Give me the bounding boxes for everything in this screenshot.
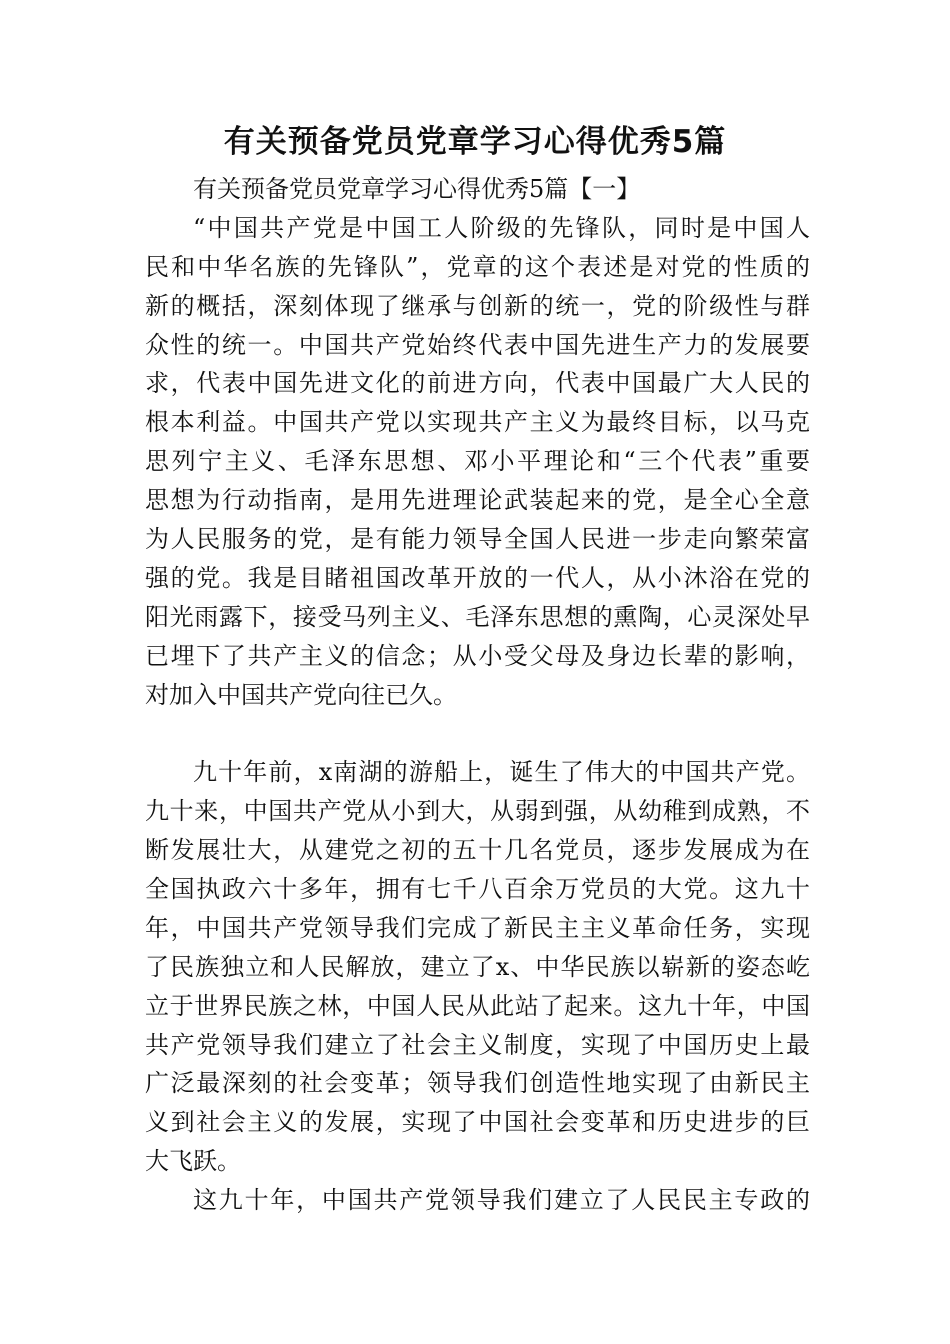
paragraph-line: 这九十年，中国共产党领导我们建立了人民民主专政的 bbox=[193, 1186, 810, 1215]
paragraph-line: 为人民服务的党，是有能力领导全国人民进一步走向繁荣富 bbox=[145, 525, 810, 554]
paragraph-line: 已埋下了共产主义的信念；从小受父母及身边长辈的影响， bbox=[145, 641, 810, 670]
paragraph-line: 广泛最深刻的社会变革；领导我们创造性地实现了由新民主 bbox=[145, 1069, 810, 1098]
paragraph-line: 断发展壮大，从建党之初的五十几名党员，逐步发展成为在 bbox=[145, 836, 810, 865]
paragraph-line: 立于世界民族之林，中国人民从此站了起来。这九十年，中国 bbox=[145, 991, 810, 1020]
paragraph-line: 阳光雨露下，接受马列主义、毛泽东思想的熏陶，心灵深处早 bbox=[145, 602, 810, 631]
paragraph-line: 求，代表中国先进文化的前进方向，代表中国最广大人民的 bbox=[145, 369, 810, 398]
paragraph-line: “中国共产党是中国工人阶级的先锋队，同时是中国人 bbox=[193, 213, 810, 242]
paragraph-line: 强的党。我是目睹祖国改革开放的一代人，从小沐浴在党的 bbox=[145, 563, 810, 592]
paragraph-line: 民和中华名族的先锋队”，党章的这个表述是对党的性质的 bbox=[145, 252, 810, 281]
paragraph-line: 思列宁主义、毛泽东思想、邓小平理论和“三个代表”重要 bbox=[145, 447, 810, 476]
paragraph-line: 新的概括，深刻体现了继承与创新的统一，党的阶级性与群 bbox=[145, 291, 810, 320]
paragraph-gap bbox=[145, 714, 810, 753]
paragraph-line: 根本利益。中国共产党以实现共产主义为最终目标，以马克 bbox=[145, 408, 810, 437]
paragraph-line: 九十年前，x南湖的游船上，诞生了伟大的中国共产党。 bbox=[193, 758, 810, 787]
paragraph-line: 了民族独立和人民解放，建立了x、中华民族以崭新的姿态屹 bbox=[145, 952, 810, 981]
paragraph-line: 大飞跃。 bbox=[145, 1147, 241, 1176]
document-body bbox=[145, 170, 810, 1220]
paragraph-line: 众性的统一。中国共产党始终代表中国先进生产力的发展要 bbox=[145, 330, 810, 359]
paragraph-line: 思想为行动指南，是用先进理论武装起来的党，是全心全意 bbox=[145, 486, 810, 515]
paragraph-line: 全国执政六十多年，拥有七千八百余万党员的大党。这九十 bbox=[145, 875, 810, 904]
paragraph-line: 共产党领导我们建立了社会主义制度，实现了中国历史上最 bbox=[145, 1030, 810, 1059]
paragraph-line: 九十来，中国共产党从小到大，从弱到强，从幼稚到成熟，不 bbox=[145, 797, 810, 826]
paragraph-line: 年，中国共产党领导我们完成了新民主主义革命任务，实现 bbox=[145, 913, 810, 942]
paragraph-line: 义到社会主义的发展，实现了中国社会变革和历史进步的巨 bbox=[145, 1108, 810, 1137]
document-title: 有关预备党员党章学习心得优秀5篇 bbox=[223, 124, 727, 160]
section-heading: 有关预备党员党章学习心得优秀5篇【一】 bbox=[193, 175, 641, 203]
paragraph-line: 对加入中国共产党向往已久。 bbox=[145, 680, 457, 709]
